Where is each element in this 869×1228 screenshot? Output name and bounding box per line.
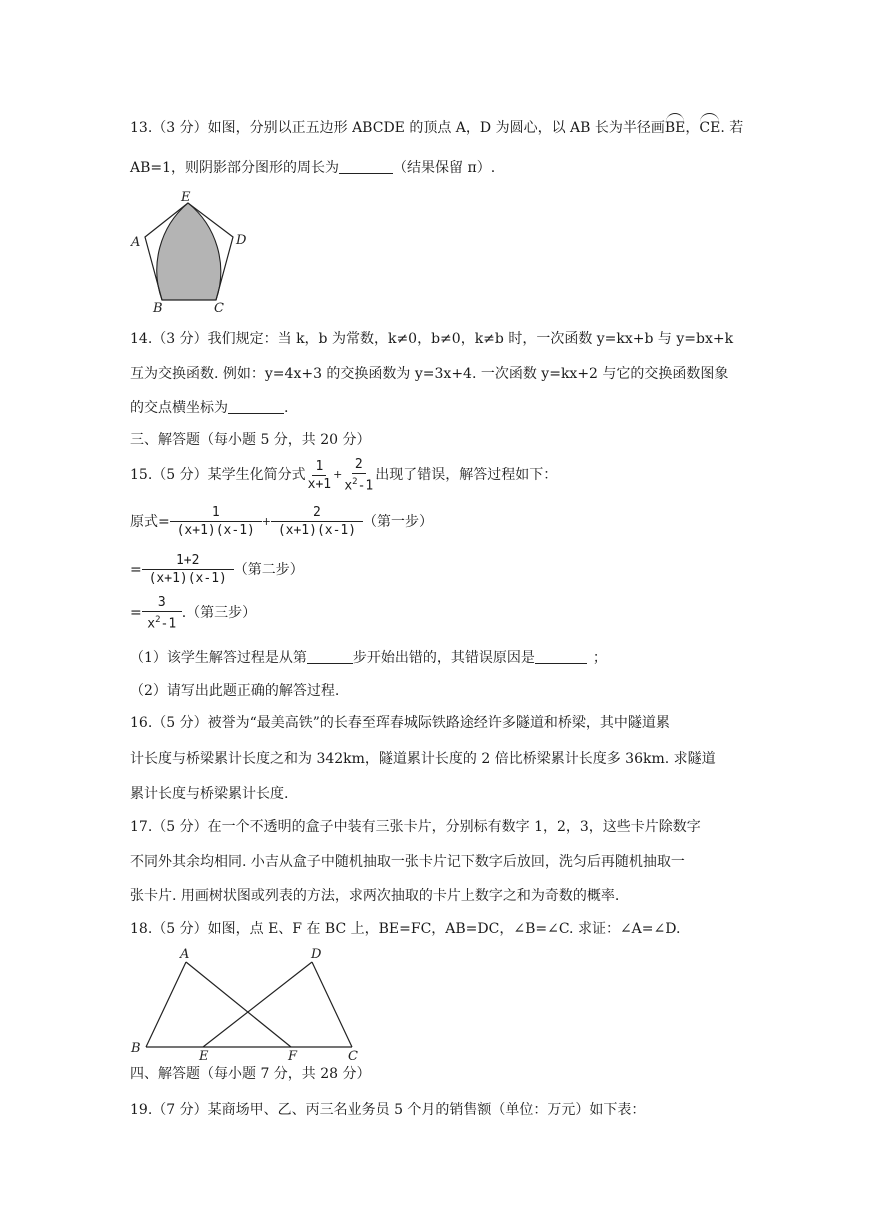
q15-intro-a: 15.（5 分）某学生化简分式 [130,467,306,484]
q15-step1-frac-1: $\frac{1}{(x+1)(x-1)}$ [170,504,262,539]
segment-dc [312,962,352,1047]
q13-text-1b: . 若 [720,120,744,136]
q16-line-3: 累计长度与桥梁累计长度. [130,786,289,802]
q15-intro [130,456,557,494]
q15-sub-1: （1）该学生解答过程是从第 步开始出错的，其错误原因是 ； [130,650,607,666]
q16-line-2: 计长度与桥梁累计长度之和为 342km，隧道累计长度的 2 倍比桥梁累计长度多 36km. 求隧道 [130,751,716,767]
q19-line-1: 19.（7 分）某商场甲、乙、丙三名业务员 5 个月的销售额（单位：万元）如下表： [130,1102,646,1118]
q16-line-1: 16.（5 分）被誉为“最美高铁”的长春至珲春城际铁路途经许多隧道和桥梁，其中隧道累 [130,715,670,731]
q13-line-1 [130,118,743,138]
q18-triangles-figure [128,942,368,1064]
q15-plus: + [333,468,343,482]
q14-line-3 [130,398,288,418]
q14-answer-blank [228,399,284,414]
label-a: A [131,235,141,250]
q18-line-1: 18.（5 分）如图，点 E、F 在 BC 上，BE=FC，AB=DC，∠B=∠C. 求证：∠A=∠D. [130,921,681,937]
label-b: B [131,1041,141,1056]
q14-text-3b: . [284,400,289,416]
q15-step2-frac: $\frac{1+2}{(x+1)(x-1)}$ [142,552,234,587]
label-e: E [181,190,191,205]
shaded-lens [157,203,221,300]
q17-line-2: 不同外其余均相同. 小吉从盒子中随机抽取一张卡片记下数字后放回，洗匀后再随机抽取一 [130,854,685,870]
q13-text-1a: 13.（3 分）如图，分别以正五边形 ABCDE 的顶点 A，D 为圆心，以 AB 长为半径画 [130,120,665,136]
q13-text-2a: AB=1，则阴影部分图形的周长为 [130,160,340,176]
label-f: F [288,1049,298,1064]
label-e: E [199,1049,209,1064]
segment-ab [146,962,186,1047]
q13-answer-blank [339,159,393,174]
q15-step-3: = $\frac{3}{x^2-1}$ .（第三步） [130,595,257,632]
segment-af [186,962,291,1047]
q15-intro-b: 出现了错误，解答过程如下： [375,467,558,484]
label-c: C [214,301,224,316]
q13-pentagon-figure [128,186,258,316]
label-c: C [348,1049,358,1064]
q14-text-3a: 的交点横坐标为 [130,400,228,416]
label-d: D [311,947,322,962]
q15-frac-1: $\frac{1}{x+1}$ [307,458,332,492]
q14-line-1: 14.（3 分）我们规定：当 k，b 为常数，k≠0，b≠0，k≠b 时，一次函数 y=kx+b 与 y=bx+k [130,331,734,347]
section-3-heading: 三、解答题（每小题 5 分，共 20 分） [130,432,371,448]
q14-line-2: 互为交换函数. 例如：y=4x+3 的交换函数为 y=3x+4. 一次函数 y=kx+2 与它的交换函数图象 [130,366,729,382]
segment-de [203,962,312,1047]
q17-line-3: 张卡片. 用画树状图或列表的方法，求两次抽取的卡片上数字之和为奇数的概率. [130,888,620,904]
label-b: B [153,301,163,316]
q17-line-1: 17.（5 分）在一个不透明的盒子中装有三张卡片，分别标有数字 1，2，3，这些卡片除数字 [130,819,701,835]
q15-sub-2: （2）请写出此题正确的解答过程. [130,683,340,699]
q15-frac-2: $\frac{2}{x^2-1}$ [344,457,374,494]
q15-step-2: = $\frac{1+2}{(x+1)(x-1)}$ （第二步） [130,553,304,586]
label-a: A [180,947,190,962]
q15-step-1: 原式= $\frac{1}{(x+1)(x-1)}$ + $\frac{2}{(x+1)(x-1)}$ （第一步） [130,505,433,538]
arc-ce: CE [699,120,721,136]
section-4-heading: 四、解答题（每小题 7 分，共 28 分） [130,1066,371,1082]
q13-sep: ， [685,120,700,136]
q13-text-2b: （结果保留 π）. [393,160,496,176]
q15-step3-frac: $\frac{3}{x^2-1}$ [142,594,182,632]
q15-blank-reason [535,649,587,664]
label-d: D [236,233,247,248]
q15-blank-step [307,649,353,664]
q15-step1-frac-2: $\frac{2}{(x+1)(x-1)}$ [271,504,363,539]
q13-line-2 [130,158,495,178]
arc-be: BE [664,120,686,136]
